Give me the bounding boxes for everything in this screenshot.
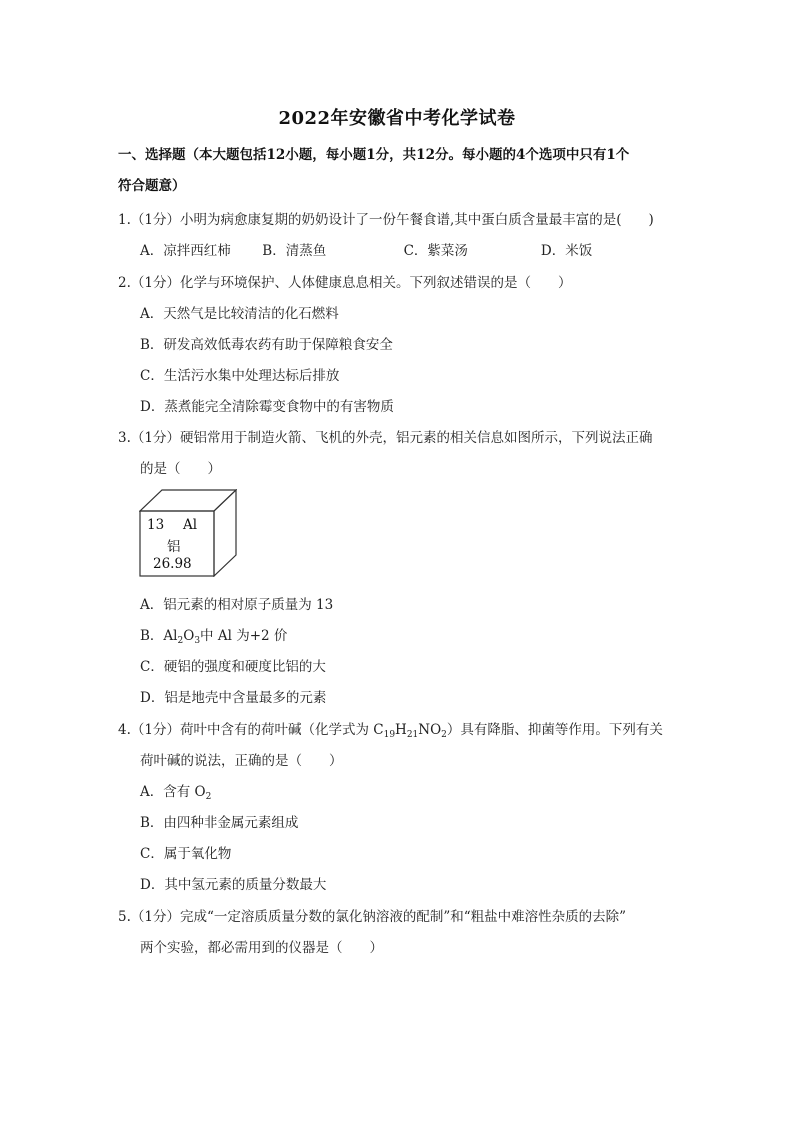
element-atomic-mass: 26.98	[153, 556, 192, 572]
question-4-text-line2: 荷叶碱的说法，正确的是（ ）	[140, 753, 343, 769]
section-heading-line2: 符合题意）	[118, 178, 186, 194]
q1-option-b: B．清蒸鱼	[262, 243, 327, 259]
q4-line1-b: H	[395, 722, 407, 738]
q4-option-a-sub: 2	[205, 792, 212, 802]
question-4-text-line1	[118, 718, 663, 738]
q3-option-d: D．铝是地壳中含量最多的元素	[140, 690, 327, 706]
q4-option-d: D．其中氢元素的质量分数最大	[140, 877, 327, 893]
q4-line1-c: NO	[418, 722, 442, 738]
q1-option-d: D．米饭	[540, 243, 593, 259]
element-atomic-number: 13	[147, 517, 165, 533]
q4-line1-a: 4.（1分）荷叶中含有的荷叶碱（化学式为 C	[118, 722, 384, 738]
q1-option-c: C．紫菜汤	[403, 243, 468, 259]
question-2-text: 2.（1分）化学与环境保护、人体健康息息相关。下列叙述错误的是（ ）	[118, 275, 572, 291]
q3-option-a: A．铝元素的相对原子质量为 13	[140, 597, 334, 613]
question-1-options	[140, 239, 592, 259]
q2-option-d: D．蒸煮能完全清除霉变食物中的有害物质	[140, 399, 394, 415]
aluminum-element-cell	[139, 489, 237, 577]
q2-option-b: B．研发高效低毒农药有助于保障粮食安全	[140, 337, 393, 353]
section-heading	[118, 140, 678, 202]
q4-line1-sub3: 2	[441, 730, 447, 740]
question-1-text: 1.（1分）小明为病愈康复期的奶奶设计了一份午餐食谱,其中蛋白质含量最丰富的是( )	[118, 212, 654, 228]
q2-option-a: A．天然气是比较清洁的化石燃料	[140, 306, 339, 322]
q4-option-a	[140, 780, 211, 800]
q4-line1-sub2: 21	[406, 730, 419, 740]
question-3-text-line2: 的是（ ）	[140, 461, 221, 477]
section-heading-line1: 一、选择题（本大题包括12小题，每小题1分，共12分。每小题的4个选项中只有1个	[118, 147, 630, 163]
q4-line1-sub1: 19	[383, 730, 396, 740]
question-3-text-line1: 3.（1分）硬铝常用于制造火箭、飞机的外壳，铝元素的相关信息如图所示，下列说法正确	[118, 430, 653, 446]
q4-option-a-text: A．含有 O	[140, 784, 206, 800]
question-5-text-line2: 两个实验，都必需用到的仪器是（ ）	[140, 940, 383, 956]
q3-option-b-prefix: B．Al	[140, 628, 178, 644]
exam-title: 2022年安徽省中考化学试卷	[278, 108, 516, 129]
question-5-text-line1: 5.（1分）完成“一定溶质质量分数的氯化钠溶液的配制”和“粗盐中难溶性杂质的去除”	[118, 909, 627, 925]
q4-option-b: B．由四种非金属元素组成	[140, 815, 299, 831]
element-symbol: Al	[183, 517, 198, 533]
element-name: 铝	[167, 539, 181, 555]
q2-option-c: C．生活污水集中处理达标后排放	[140, 368, 340, 384]
q3-option-b-mid: O	[183, 628, 195, 644]
q4-line1-d: ）具有降脂、抑菌等作用。下列有关	[446, 722, 663, 738]
q3-option-b	[140, 624, 287, 644]
q1-option-a: A．凉拌西红柿	[140, 243, 231, 259]
q3-option-b-sub1: 2	[177, 636, 184, 646]
q4-option-c: C．属于氧化物	[140, 846, 232, 862]
q3-option-c: C．硬铝的强度和硬度比铝的大	[140, 659, 326, 675]
q3-option-b-sub2: 3	[194, 636, 201, 646]
q3-option-b-suffix: 中 Al 为+2 价	[200, 628, 288, 644]
